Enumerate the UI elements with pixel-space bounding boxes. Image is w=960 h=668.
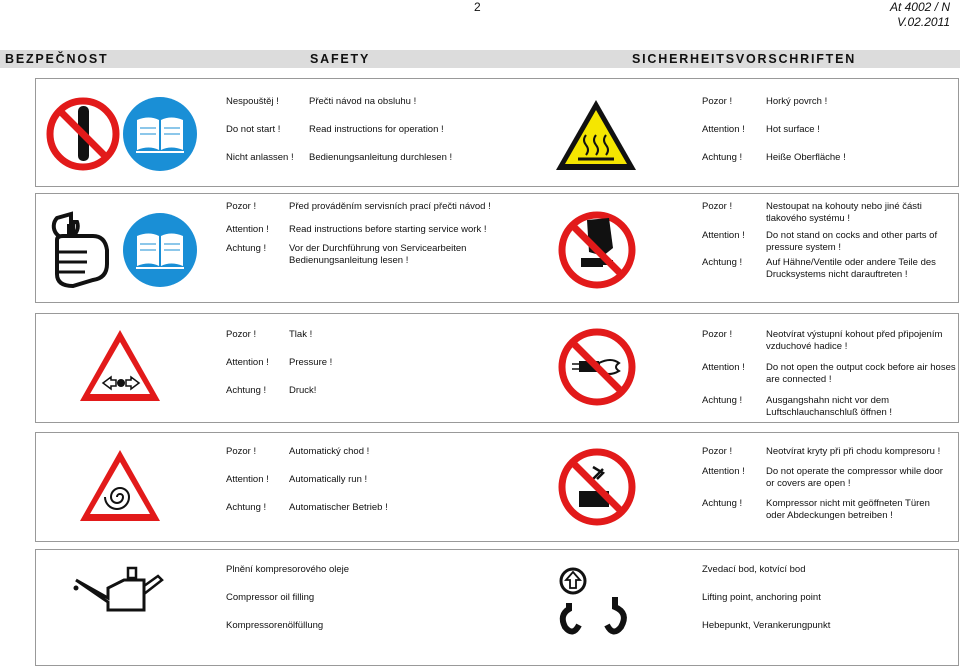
text-english: Do not operate the compressor while door or covers are open ! — [766, 466, 943, 489]
text-german: Druck! — [289, 385, 317, 396]
label-czech: Pozor ! — [702, 201, 733, 212]
label-czech: Pozor ! — [226, 329, 257, 340]
no-start-icon — [45, 96, 121, 172]
safety-section-5 — [35, 549, 959, 666]
document-reference: At 4002 / N — [889, 0, 950, 14]
text-english: Pressure ! — [289, 357, 333, 368]
label-english: Attention ! — [702, 124, 745, 135]
text-czech: Tlak ! — [289, 329, 313, 340]
text-czech: Neotvírat výstupní kohout před připojením vzduchové hadice ! — [766, 329, 943, 352]
label-czech: Pozor ! — [702, 329, 733, 340]
text-english: Read instructions for operation ! — [309, 124, 444, 135]
no-stepping-on-cocks-icon — [557, 210, 637, 290]
pressure-warning-icon — [77, 327, 163, 405]
text-german: Auf Hähne/Ventile oder andere Teile des Drucksystems nicht darauftreten ! — [766, 257, 936, 280]
label-german: Achtung ! — [226, 502, 267, 513]
text-czech: Před prováděním servisních prací přečti návod ! — [289, 201, 491, 212]
automatic-run-icon — [77, 447, 163, 525]
text-english: Automatically run ! — [289, 474, 368, 485]
label-german: Achtung ! — [702, 257, 743, 268]
label-czech: Pozor ! — [702, 96, 733, 107]
label-german: Achtung ! — [226, 243, 267, 254]
text-german: Ausgangshahn nicht vor dem Luftschlauchanschluß öffnen ! — [766, 395, 893, 418]
text-english: Read instructions before starting service work ! — [289, 224, 487, 235]
no-operate-open-door-icon — [557, 447, 637, 527]
text-german: Kompressorenölfüllung — [226, 620, 324, 631]
label-english: Attention ! — [702, 230, 745, 241]
label-german: Nicht anlassen ! — [226, 152, 294, 163]
text-english: Do not open the output cock before air hoses are connected ! — [766, 362, 956, 385]
label-german: Achtung ! — [702, 395, 743, 406]
label-czech: Pozor ! — [226, 201, 257, 212]
document-version: V.02.2011 — [897, 15, 950, 29]
label-english: Attention ! — [226, 474, 269, 485]
label-english: Attention ! — [702, 362, 745, 373]
label-czech: Pozor ! — [226, 446, 257, 457]
label-german: Achtung ! — [702, 498, 743, 509]
text-german: Vor der Durchführung von Servicearbeiten Bedienungsanleitung lesen ! — [289, 243, 467, 266]
text-czech: Přečti návod na obsluhu ! — [309, 96, 417, 107]
text-english: Compressor oil filling — [226, 592, 315, 603]
section-header — [0, 50, 960, 68]
text-czech: Zvedací bod, kotvící bod — [702, 564, 806, 575]
text-czech: Horký povrch ! — [766, 96, 828, 107]
header-czech: BEZPEČNOST — [5, 52, 109, 66]
header-german: SICHERHEITSVORSCHRIFTEN — [632, 52, 857, 66]
no-open-output-cock-icon — [557, 327, 637, 407]
text-english: Lifting point, anchoring point — [702, 592, 821, 603]
text-german: Kompressor nicht mit geöffneten Türen oder Abdeckungen betreiben ! — [766, 498, 930, 521]
text-czech: Neotvírat kryty při při chodu kompresoru ! — [766, 446, 941, 457]
oil-can-icon — [70, 566, 166, 616]
text-czech: Plnění kompresorového oleje — [226, 564, 350, 575]
lifting-hook-icon — [553, 563, 639, 643]
service-wrench-icon — [47, 210, 115, 290]
text-czech: Automatický chod ! — [289, 446, 370, 457]
label-german: Achtung ! — [702, 152, 743, 163]
label-czech: Pozor ! — [702, 446, 733, 457]
text-german: Hebepunkt, Verankerungpunkt — [702, 620, 831, 631]
label-czech: Nespouštěj ! — [226, 96, 279, 107]
label-german: Achtung ! — [226, 385, 267, 396]
text-german: Automatischer Betrieb ! — [289, 502, 388, 513]
text-german: Bedienungsanleitung durchlesen ! — [309, 152, 453, 163]
page-number: 2 — [474, 0, 481, 14]
text-english: Do not stand on cocks and other parts of pressure system ! — [766, 230, 938, 253]
label-english: Attention ! — [226, 224, 269, 235]
header-english: SAFETY — [310, 52, 371, 66]
label-english: Attention ! — [226, 357, 269, 368]
read-manual-icon — [122, 212, 198, 288]
label-english: Do not start ! — [226, 124, 281, 135]
text-english: Hot surface ! — [766, 124, 820, 135]
text-czech: Nestoupat na kohouty nebo jiné části tlakového systému ! — [766, 201, 922, 224]
read-manual-icon — [122, 96, 198, 172]
hot-surface-icon — [553, 97, 639, 173]
label-english: Attention ! — [702, 466, 745, 477]
text-german: Heiße Oberfläche ! — [766, 152, 846, 163]
